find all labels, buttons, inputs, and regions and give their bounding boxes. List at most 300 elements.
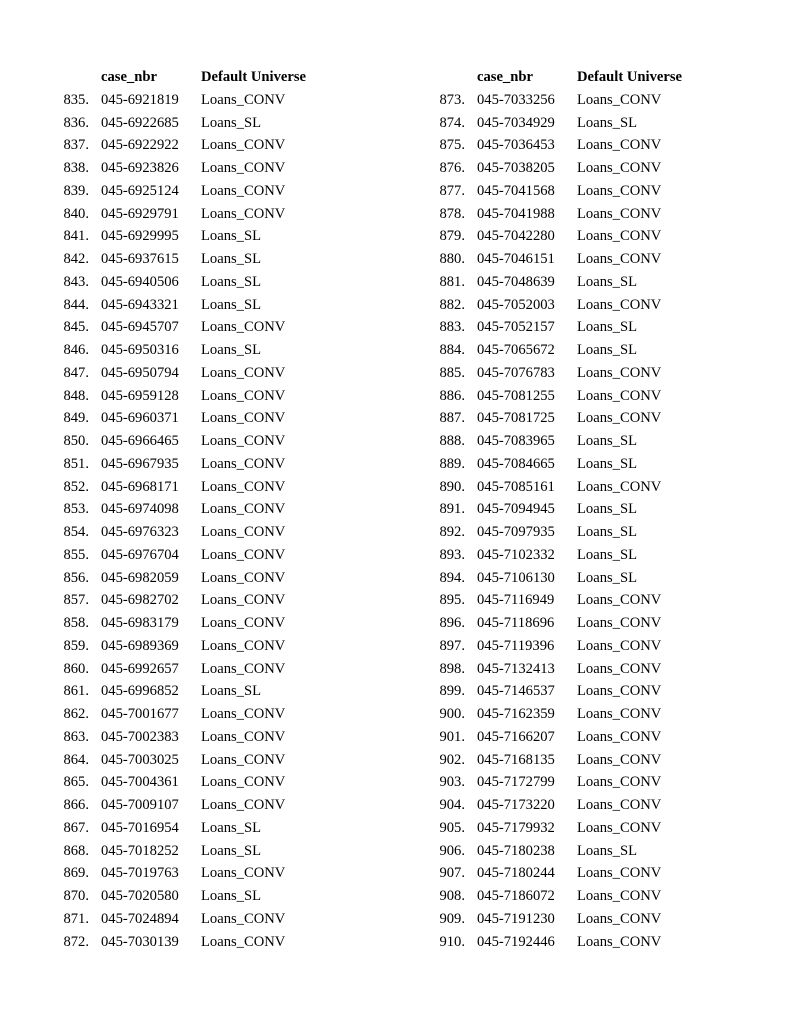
listing-body-left <box>54 89 321 954</box>
default-universe-cell: Loans_CONV <box>201 387 286 404</box>
case-nbr-cell: 045-7191230 <box>477 910 555 927</box>
row-index: 907. <box>439 865 465 882</box>
default-universe-cell: Loans_CONV <box>577 251 662 267</box>
case-nbr-cell: 045-7024894 <box>101 910 179 927</box>
case-nbr-column-header: case_nbr <box>477 69 533 85</box>
table-row <box>54 385 321 408</box>
case-nbr-cell: 045-6940506 <box>101 273 179 290</box>
row-index: 867. <box>63 819 89 836</box>
default-universe-cell: Loans_CONV <box>577 478 662 495</box>
default-universe-cell: Loans_CONV <box>201 592 286 609</box>
default-universe-cell: Loans_CONV <box>577 182 662 199</box>
row-index: 890. <box>439 478 465 495</box>
table-row <box>430 294 697 317</box>
row-index: 851. <box>63 455 89 472</box>
row-index: 843. <box>63 273 89 290</box>
table-row <box>430 817 697 840</box>
default-universe-cell: Loans_SL <box>201 114 261 131</box>
table-row <box>430 362 697 385</box>
case-nbr-cell: 045-7020580 <box>101 888 179 904</box>
default-universe-cell: Loans_CONV <box>201 933 286 950</box>
table-row <box>54 749 321 772</box>
default-universe-cell: Loans_SL <box>577 524 637 540</box>
table-row <box>54 521 321 544</box>
case-nbr-cell: 045-6959128 <box>101 387 179 404</box>
default-universe-cell: Loans_CONV <box>201 569 286 586</box>
case-nbr-cell: 045-7102332 <box>477 546 555 563</box>
case-nbr-cell: 045-7048639 <box>477 273 555 290</box>
default-universe-cell: Loans_SL <box>577 455 637 472</box>
table-row <box>430 476 697 499</box>
case-nbr-cell: 045-6976704 <box>101 546 179 563</box>
table-row <box>54 430 321 453</box>
row-index: 889. <box>439 455 465 472</box>
row-index: 876. <box>439 160 465 176</box>
table-row <box>430 794 697 817</box>
row-index: 840. <box>63 205 89 222</box>
table-row <box>430 771 697 794</box>
case-nbr-cell: 045-7018252 <box>101 842 179 859</box>
listing-table-right <box>430 66 697 953</box>
default-universe-cell: Loans_SL <box>201 228 261 245</box>
default-universe-cell: Loans_CONV <box>201 637 286 654</box>
row-index: 871. <box>63 910 89 927</box>
default-universe-cell: Loans_CONV <box>577 774 662 791</box>
default-universe-cell: Loans_CONV <box>201 706 286 722</box>
case-nbr-cell: 045-6992657 <box>101 660 179 677</box>
row-index: 856. <box>63 569 89 586</box>
table-row <box>54 771 321 794</box>
row-index: 846. <box>63 342 89 358</box>
table-row <box>54 658 321 681</box>
row-index: 848. <box>63 387 89 404</box>
case-nbr-cell: 045-7009107 <box>101 797 179 813</box>
table-row <box>430 385 697 408</box>
table-row <box>430 658 697 681</box>
case-nbr-cell: 045-7081255 <box>477 387 555 404</box>
case-nbr-cell: 045-6922922 <box>101 137 179 154</box>
case-nbr-cell: 045-7146537 <box>477 683 555 700</box>
row-index: 893. <box>439 546 465 563</box>
table-header-row <box>54 66 321 89</box>
row-index: 842. <box>63 251 89 267</box>
case-nbr-cell: 045-6968171 <box>101 478 179 495</box>
default-universe-cell: Loans_CONV <box>577 137 662 154</box>
case-nbr-column-header: case_nbr <box>101 69 157 85</box>
row-index: 888. <box>439 433 465 449</box>
default-universe-cell: Loans_CONV <box>201 205 286 222</box>
default-universe-cell: Loans_SL <box>577 546 637 563</box>
table-row <box>430 908 697 931</box>
case-nbr-cell: 045-6945707 <box>101 319 179 336</box>
row-index: 898. <box>439 660 465 677</box>
default-universe-cell: Loans_CONV <box>201 182 286 199</box>
default-universe-cell: Loans_CONV <box>201 501 286 518</box>
table-row <box>430 157 697 180</box>
table-row <box>430 112 697 135</box>
default-universe-cell: Loans_CONV <box>577 660 662 677</box>
row-index: 858. <box>63 615 89 631</box>
default-universe-cell: Loans_CONV <box>577 910 662 927</box>
table-row <box>54 476 321 499</box>
case-nbr-cell: 045-6937615 <box>101 251 179 267</box>
row-index: 835. <box>63 91 89 108</box>
row-index: 868. <box>63 842 89 859</box>
case-nbr-cell: 045-7094945 <box>477 501 555 518</box>
row-index: 895. <box>439 592 465 609</box>
case-nbr-cell: 045-7076783 <box>477 364 555 381</box>
default-universe-cell: Loans_CONV <box>201 615 286 631</box>
default-universe-column-header: Default Universe <box>577 69 682 85</box>
default-universe-cell: Loans_CONV <box>577 91 662 108</box>
table-row <box>54 225 321 248</box>
table-row <box>430 498 697 521</box>
row-index: 910. <box>439 933 465 950</box>
row-index: 881. <box>439 273 465 290</box>
table-row <box>54 862 321 885</box>
default-universe-cell: Loans_CONV <box>201 774 286 791</box>
default-universe-cell: Loans_SL <box>201 342 261 358</box>
table-row <box>54 453 321 476</box>
case-nbr-cell: 045-7002383 <box>101 728 179 745</box>
table-row <box>54 794 321 817</box>
default-universe-cell: Loans_SL <box>577 342 637 358</box>
case-nbr-cell: 045-6929791 <box>101 205 179 222</box>
row-index: 900. <box>439 706 465 722</box>
default-universe-cell: Loans_SL <box>577 569 637 586</box>
case-nbr-cell: 045-6967935 <box>101 455 179 472</box>
case-nbr-cell: 045-7041988 <box>477 205 555 222</box>
case-nbr-cell: 045-7084665 <box>477 455 555 472</box>
table-row <box>54 339 321 362</box>
default-universe-cell: Loans_CONV <box>577 933 662 950</box>
table-row <box>430 316 697 339</box>
row-index: 877. <box>439 182 465 199</box>
case-nbr-cell: 045-6974098 <box>101 501 179 518</box>
row-index: 904. <box>439 797 465 813</box>
default-universe-cell: Loans_CONV <box>577 387 662 404</box>
case-nbr-cell: 045-7052003 <box>477 296 555 313</box>
row-index: 909. <box>439 910 465 927</box>
case-nbr-cell: 045-6966465 <box>101 433 179 449</box>
case-nbr-cell: 045-6982702 <box>101 592 179 609</box>
default-universe-cell: Loans_SL <box>577 433 637 449</box>
case-nbr-cell: 045-7166207 <box>477 728 555 745</box>
row-index: 903. <box>439 774 465 791</box>
row-index: 882. <box>439 296 465 313</box>
table-row <box>430 271 697 294</box>
table-row <box>54 362 321 385</box>
table-row <box>430 840 697 863</box>
case-nbr-cell: 045-7016954 <box>101 819 179 836</box>
table-row <box>54 817 321 840</box>
case-nbr-cell: 045-7033256 <box>477 91 555 108</box>
default-universe-cell: Loans_CONV <box>577 751 662 768</box>
row-index: 849. <box>63 410 89 427</box>
case-nbr-cell: 045-7132413 <box>477 660 555 677</box>
case-nbr-cell: 045-7172799 <box>477 774 555 791</box>
default-universe-cell: Loans_CONV <box>201 410 286 427</box>
row-index: 844. <box>63 296 89 313</box>
row-index: 870. <box>63 888 89 904</box>
case-nbr-cell: 045-6976323 <box>101 524 179 540</box>
table-row <box>54 112 321 135</box>
default-universe-cell: Loans_CONV <box>577 205 662 222</box>
case-nbr-cell: 045-6925124 <box>101 182 179 199</box>
case-nbr-cell: 045-7034929 <box>477 114 555 131</box>
row-index: 879. <box>439 228 465 245</box>
row-index: 885. <box>439 364 465 381</box>
case-nbr-cell: 045-7173220 <box>477 797 555 813</box>
row-index: 878. <box>439 205 465 222</box>
default-universe-cell: Loans_CONV <box>577 410 662 427</box>
row-index: 837. <box>63 137 89 154</box>
table-row <box>54 294 321 317</box>
case-nbr-cell: 045-7097935 <box>477 524 555 540</box>
case-nbr-cell: 045-7019763 <box>101 865 179 882</box>
listing-table-left <box>54 66 321 953</box>
default-universe-cell: Loans_CONV <box>201 455 286 472</box>
table-row <box>54 680 321 703</box>
default-universe-cell: Loans_SL <box>201 296 261 313</box>
row-index: 887. <box>439 410 465 427</box>
row-index: 857. <box>63 592 89 609</box>
table-row <box>430 931 697 954</box>
table-row <box>430 430 697 453</box>
row-index: 860. <box>63 660 89 677</box>
table-row <box>430 521 697 544</box>
default-universe-cell: Loans_CONV <box>577 888 662 904</box>
table-row <box>430 203 697 226</box>
default-universe-cell: Loans_SL <box>201 251 261 267</box>
default-universe-cell: Loans_CONV <box>201 91 286 108</box>
table-row <box>430 726 697 749</box>
case-nbr-cell: 045-6921819 <box>101 91 179 108</box>
table-row <box>54 703 321 726</box>
case-nbr-cell: 045-7180244 <box>477 865 555 882</box>
row-index: 852. <box>63 478 89 495</box>
table-row <box>430 589 697 612</box>
default-universe-column-header: Default Universe <box>201 69 306 85</box>
default-universe-cell: Loans_CONV <box>201 797 286 813</box>
row-index: 883. <box>439 319 465 336</box>
default-universe-cell: Loans_CONV <box>577 637 662 654</box>
table-row <box>54 203 321 226</box>
row-index: 861. <box>63 683 89 700</box>
default-universe-cell: Loans_CONV <box>577 683 662 700</box>
table-row <box>430 248 697 271</box>
table-row <box>54 635 321 658</box>
row-index: 845. <box>63 319 89 336</box>
case-nbr-cell: 045-7119396 <box>477 637 555 654</box>
table-row <box>54 567 321 590</box>
table-row <box>430 407 697 430</box>
table-row <box>430 862 697 885</box>
table-row <box>54 498 321 521</box>
table-row <box>430 134 697 157</box>
table-row <box>54 134 321 157</box>
default-universe-cell: Loans_CONV <box>577 728 662 745</box>
default-universe-cell: Loans_CONV <box>201 546 286 563</box>
row-index: 847. <box>63 364 89 381</box>
default-universe-cell: Loans_CONV <box>577 819 662 836</box>
case-nbr-cell: 045-7180238 <box>477 842 555 859</box>
default-universe-cell: Loans_SL <box>201 273 261 290</box>
row-index: 897. <box>439 637 465 654</box>
case-nbr-cell: 045-7003025 <box>101 751 179 768</box>
default-universe-cell: Loans_SL <box>577 319 637 336</box>
case-nbr-cell: 045-6982059 <box>101 569 179 586</box>
default-universe-cell: Loans_CONV <box>201 319 286 336</box>
case-nbr-cell: 045-7116949 <box>477 592 555 609</box>
table-row <box>54 885 321 908</box>
case-nbr-cell: 045-7186072 <box>477 888 555 904</box>
default-universe-cell: Loans_CONV <box>201 137 286 154</box>
row-index: 875. <box>439 137 465 154</box>
default-universe-cell: Loans_CONV <box>577 615 662 631</box>
row-index: 899. <box>439 683 465 700</box>
case-nbr-cell: 045-7118696 <box>477 615 555 631</box>
table-row <box>54 271 321 294</box>
default-universe-cell: Loans_CONV <box>201 364 286 381</box>
table-row <box>430 180 697 203</box>
case-nbr-cell: 045-7179932 <box>477 819 555 836</box>
table-row <box>54 589 321 612</box>
case-nbr-cell: 045-7106130 <box>477 569 555 586</box>
case-nbr-cell: 045-7162359 <box>477 706 555 722</box>
table-row <box>430 544 697 567</box>
default-universe-cell: Loans_SL <box>577 114 637 131</box>
row-index: 872. <box>63 933 89 950</box>
table-header-row <box>430 66 697 89</box>
table-row <box>430 89 697 112</box>
row-index: 865. <box>63 774 89 791</box>
case-nbr-cell: 045-7168135 <box>477 751 555 768</box>
case-nbr-cell: 045-7030139 <box>101 933 179 950</box>
case-nbr-cell: 045-7042280 <box>477 228 555 245</box>
case-nbr-cell: 045-6989369 <box>101 637 179 654</box>
row-index: 863. <box>63 728 89 745</box>
default-universe-cell: Loans_SL <box>201 819 261 836</box>
case-nbr-cell: 045-7036453 <box>477 137 555 154</box>
row-index: 862. <box>63 706 89 722</box>
default-universe-cell: Loans_SL <box>201 683 261 700</box>
table-row <box>54 726 321 749</box>
case-nbr-cell: 045-6922685 <box>101 114 179 131</box>
default-universe-cell: Loans_SL <box>577 273 637 290</box>
default-universe-cell: Loans_CONV <box>201 751 286 768</box>
table-row <box>54 840 321 863</box>
index-column-header <box>54 66 101 89</box>
row-index: 901. <box>439 728 465 745</box>
table-row <box>54 89 321 112</box>
default-universe-cell: Loans_CONV <box>577 296 662 313</box>
case-nbr-cell: 045-7083965 <box>477 433 555 449</box>
default-universe-cell: Loans_CONV <box>201 660 286 677</box>
default-universe-cell: Loans_SL <box>577 501 637 518</box>
row-index: 869. <box>63 865 89 882</box>
default-universe-cell: Loans_SL <box>201 888 261 904</box>
default-universe-cell: Loans_CONV <box>577 706 662 722</box>
default-universe-cell: Loans_SL <box>577 842 637 859</box>
row-index: 866. <box>63 797 89 813</box>
index-column-header <box>430 66 477 89</box>
default-universe-cell: Loans_CONV <box>577 865 662 882</box>
row-index: 892. <box>439 524 465 540</box>
case-nbr-cell: 045-7038205 <box>477 160 555 176</box>
default-universe-cell: Loans_CONV <box>201 160 286 176</box>
default-universe-cell: Loans_CONV <box>201 910 286 927</box>
row-index: 855. <box>63 546 89 563</box>
table-row <box>54 612 321 635</box>
case-nbr-cell: 045-7041568 <box>477 182 555 199</box>
row-index: 908. <box>439 888 465 904</box>
table-row <box>430 680 697 703</box>
case-nbr-cell: 045-7085161 <box>477 478 555 495</box>
row-index: 902. <box>439 751 465 768</box>
case-nbr-cell: 045-6996852 <box>101 683 179 700</box>
row-index: 906. <box>439 842 465 859</box>
case-nbr-cell: 045-7001677 <box>101 706 179 722</box>
row-index: 886. <box>439 387 465 404</box>
default-universe-cell: Loans_CONV <box>577 797 662 813</box>
case-nbr-cell: 045-6923826 <box>101 160 179 176</box>
case-nbr-cell: 045-7081725 <box>477 410 555 427</box>
case-nbr-cell: 045-7004361 <box>101 774 179 791</box>
table-row <box>430 339 697 362</box>
case-nbr-cell: 045-7065672 <box>477 342 555 358</box>
row-index: 841. <box>63 228 89 245</box>
table-row <box>430 612 697 635</box>
table-row <box>430 703 697 726</box>
row-index: 854. <box>63 524 89 540</box>
table-row <box>430 635 697 658</box>
case-nbr-cell: 045-7052157 <box>477 319 555 336</box>
row-index: 905. <box>439 819 465 836</box>
table-row <box>54 908 321 931</box>
case-nbr-cell: 045-6929995 <box>101 228 179 245</box>
table-row <box>54 544 321 567</box>
row-index: 864. <box>63 751 89 768</box>
listing-body-right <box>430 89 697 954</box>
row-index: 874. <box>439 114 465 131</box>
case-nbr-cell: 045-6983179 <box>101 615 179 631</box>
row-index: 850. <box>63 433 89 449</box>
row-index: 891. <box>439 501 465 518</box>
case-nbr-cell: 045-7046151 <box>477 251 555 267</box>
table-row <box>54 180 321 203</box>
table-row <box>430 749 697 772</box>
row-index: 839. <box>63 182 89 199</box>
table-row <box>430 453 697 476</box>
case-nbr-cell: 045-6950794 <box>101 364 179 381</box>
row-index: 853. <box>63 501 89 518</box>
default-universe-cell: Loans_CONV <box>201 865 286 882</box>
default-universe-cell: Loans_CONV <box>201 478 286 495</box>
row-index: 873. <box>439 91 465 108</box>
table-row <box>54 316 321 339</box>
table-row <box>54 407 321 430</box>
case-nbr-cell: 045-6943321 <box>101 296 179 313</box>
case-nbr-cell: 045-6960371 <box>101 410 179 427</box>
row-index: 880. <box>439 251 465 267</box>
row-index: 896. <box>439 615 465 631</box>
table-row <box>54 931 321 954</box>
row-index: 836. <box>63 114 89 131</box>
default-universe-cell: Loans_CONV <box>577 160 662 176</box>
default-universe-cell: Loans_SL <box>201 842 261 859</box>
table-row <box>430 567 697 590</box>
